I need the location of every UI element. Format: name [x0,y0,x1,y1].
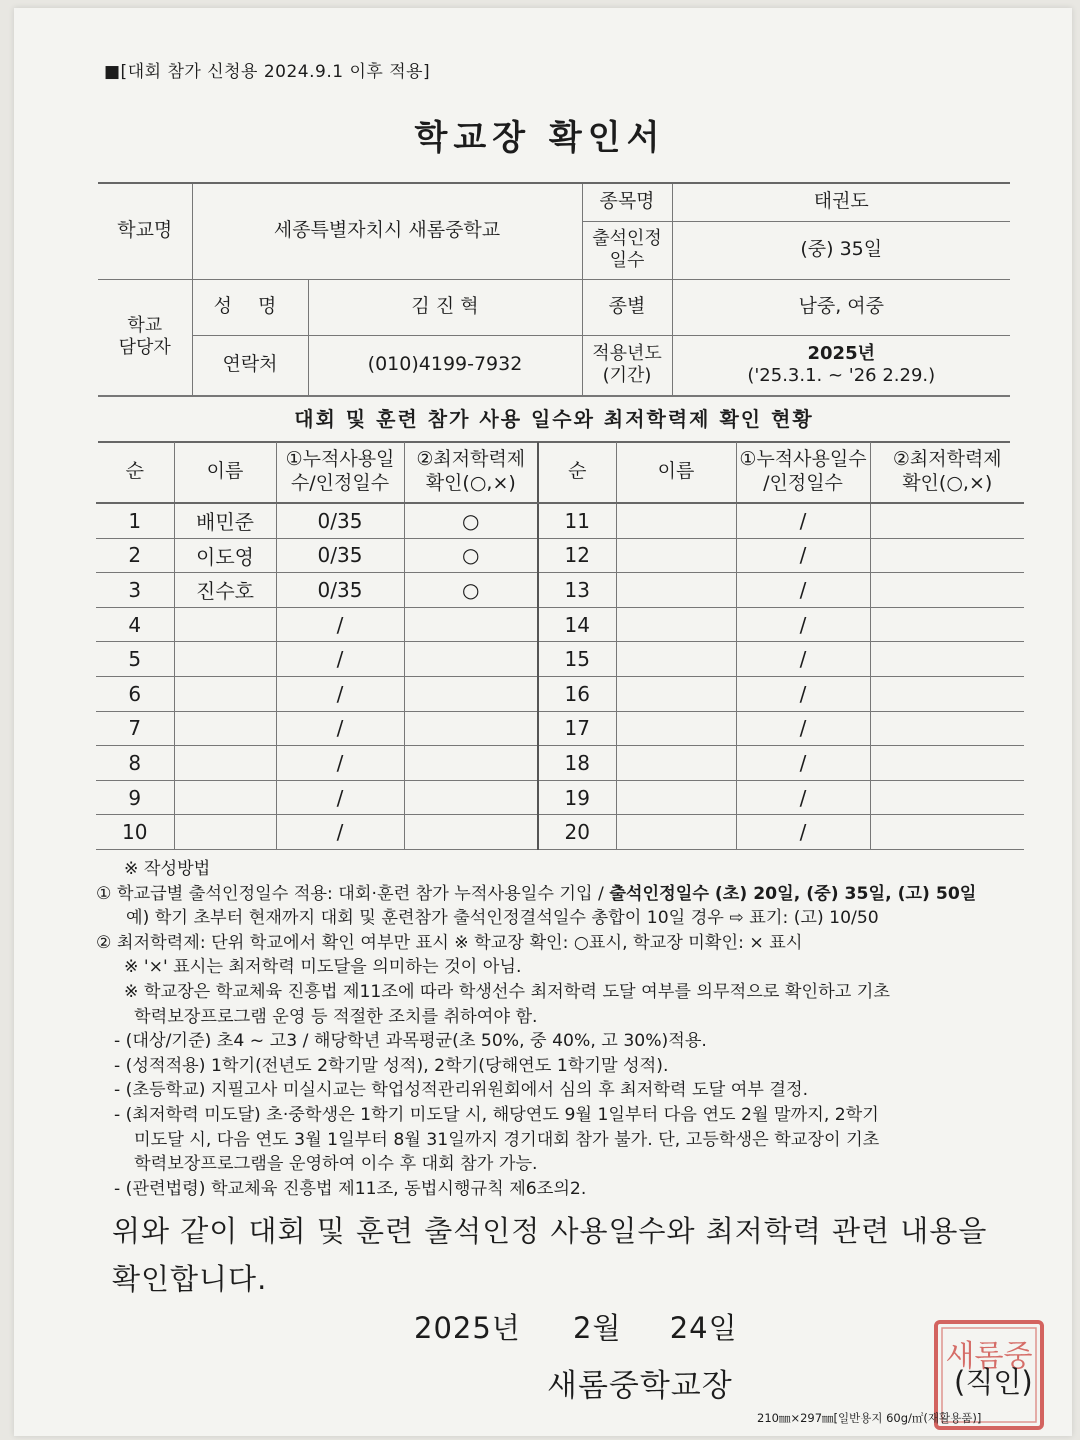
row-name-left [174,642,276,677]
table-row [96,642,1024,677]
row-academic-left: ○ [404,538,538,573]
issue-date [414,1306,738,1347]
header-academic-right: ②최저학력제 확인(○,×) [870,442,1024,503]
row-number-right: 18 [538,746,616,781]
instructions [96,857,1031,1201]
row-number-right: 14 [538,607,616,642]
header-name-left: 이름 [174,442,276,503]
row-academic-left [404,642,538,677]
note-1: ① 학교급별 출석인정일수 적용: 대회·훈련 참가 누적사용일수 기입 / 출석인정일수 (초) 20일, (중) 35일, (고) 50일 [96,883,977,904]
contact-label: 연락처 [192,335,308,395]
row-name-left: 이도영 [174,538,276,573]
note-2: ② 최저학력제: 단위 학교에서 확인 여부만 표시 ※ 학교장 확인: ○표시, 학교장 미확인: × 표시 [96,932,803,953]
row-number-left: 2 [96,538,174,573]
school-name-label: 학교명 [98,183,192,279]
period-label: 적용년도 (기간) [582,335,672,395]
row-academic-right [870,573,1024,608]
row-name-left [174,676,276,711]
seal-text: 새롬중 [945,1339,1033,1374]
row-academic-right [870,746,1024,781]
note-1-example: 예) 학기 초부터 현재까지 대회 및 훈련참가 출석인정결석일수 총합이 10일 경우 ⇨ 표기: (고) 10/50 [126,908,879,929]
manager-name-label: 성 명 [192,279,308,335]
manager-name-value: 김 진 혁 [308,279,582,335]
row-academic-right [870,815,1024,850]
row-name-right [616,503,736,538]
note-below-standard: - (최저학력 미도달) 초·중학생은 1학기 미도달 시, 해당연도 9월 1일부터 다음 연도 2월 말까지, 2학기 [114,1104,879,1125]
note-below-standard-cont-2: 학력보장프로그램을 운영하여 이수 후 대회 참가 가능. [134,1154,538,1175]
row-number-left: 7 [96,711,174,746]
row-name-right [616,676,736,711]
row-academic-left [404,676,538,711]
row-number-left: 6 [96,676,174,711]
row-academic-left: ○ [404,503,538,538]
table-row [96,676,1024,711]
row-name-left [174,607,276,642]
row-days-right: / [736,607,870,642]
sport-value: 태권도 [672,183,1010,221]
row-days-left: / [276,815,404,850]
header-days-left: ①누적사용일 수/인정일수 [276,442,404,503]
row-number-left: 5 [96,642,174,677]
note-target: - (대상/기준) 초4 ~ 고3 / 해당학년 과목평균(초 50%, 중 40%, 고 30%)적용. [114,1031,707,1052]
row-number-right: 12 [538,538,616,573]
row-academic-right [870,780,1024,815]
date-day: 24일 [669,1311,738,1345]
row-days-right: / [736,780,870,815]
header-academic-left: ②최저학력제 확인(○,×) [404,442,538,503]
row-days-right: / [736,642,870,677]
row-days-left: / [276,642,404,677]
table-row [96,746,1024,781]
row-name-right [616,780,736,815]
row-academic-left [404,711,538,746]
row-days-right: / [736,503,870,538]
note-2-a: ※ '×' 표시는 최저학력 미도달을 의미하는 것이 아님. [124,957,522,978]
row-academic-left [404,780,538,815]
row-days-left: 0/35 [276,538,404,573]
row-name-left [174,746,276,781]
row-days-left: / [276,607,404,642]
form-label: ■[대회 참가 신청용 2024.9.1 이후 적용] [104,62,431,82]
row-academic-right [870,676,1024,711]
row-name-left: 배민준 [174,503,276,538]
row-name-left: 진수호 [174,573,276,608]
confirmation-text: 위와 같이 대회 및 훈련 출석인정 사용일수와 최저학력 관련 내용을 확인합니다. [112,1214,988,1296]
row-number-right: 15 [538,642,616,677]
row-academic-right [870,538,1024,573]
row-name-right [616,573,736,608]
row-academic-left [404,607,538,642]
row-days-right: / [736,538,870,573]
row-number-right: 16 [538,676,616,711]
row-number-left: 8 [96,746,174,781]
contact-value: (010)4199-7932 [308,335,582,395]
row-days-right: / [736,573,870,608]
row-name-right [616,711,736,746]
category-label: 종별 [582,279,672,335]
row-number-right: 13 [538,573,616,608]
paper-spec: 210㎜×297㎜[일반용지 60g/㎡(재활용품)] [757,1411,982,1425]
seal-label: (직인) [954,1365,1033,1399]
row-name-right [616,642,736,677]
row-days-right: / [736,815,870,850]
row-academic-left [404,815,538,850]
note-elementary: - (초등학교) 지필고사 미실시교는 학업성적관리위원회에서 심의 후 최저학력 도달 여부 결정. [114,1080,809,1101]
school-name-value: 세종특별자치시 새롬중학교 [192,183,582,279]
table-row [96,780,1024,815]
table-row [96,711,1024,746]
date-year: 2025년 [414,1311,521,1345]
row-number-left: 10 [96,815,174,850]
document-title: 학교장 확인서 [414,118,666,158]
table-row [96,503,1024,538]
row-academic-left: ○ [404,573,538,608]
row-days-left: / [276,711,404,746]
table-row [96,607,1024,642]
row-days-left: / [276,676,404,711]
notes-heading: ※ 작성방법 [124,859,211,879]
row-number-right: 19 [538,780,616,815]
school-info-table [98,182,1010,396]
table-row [96,538,1024,573]
attendance-days-label: 출석인정 일수 [582,221,672,279]
row-number-left: 1 [96,503,174,538]
header-no-right: 순 [538,442,616,503]
attendance-days-value: (중) 35일 [672,221,1010,279]
section-title: 대회 및 훈련 참가 사용 일수와 최저학력제 확인 현황 [98,396,1010,443]
row-name-right [616,538,736,573]
row-number-left: 4 [96,607,174,642]
row-academic-right [870,503,1024,538]
row-days-left: / [276,746,404,781]
row-number-right: 17 [538,711,616,746]
sport-label: 종목명 [582,183,672,221]
date-month: 2월 [573,1311,622,1345]
school-manager-label: 학교 담당자 [98,279,192,395]
header-name-right: 이름 [616,442,736,503]
row-number-right: 20 [538,815,616,850]
usage-status-table [96,442,1024,850]
row-academic-right [870,642,1024,677]
row-days-right: / [736,746,870,781]
row-number-right: 11 [538,503,616,538]
note-2-b: ※ 학교장은 학교체육 진흥법 제11조에 따라 학생선수 최저학력 도달 여부를 의무적으로 확인하고 기초 [124,981,890,1002]
table-row [96,815,1024,850]
row-days-left: 0/35 [276,573,404,608]
category-value: 남중, 여중 [672,279,1010,335]
row-number-left: 9 [96,780,174,815]
table-row [96,573,1024,608]
row-academic-left [404,746,538,781]
note-related-law: - (관련법령) 학교체육 진흥법 제11조, 동법시행규칙 제6조의2. [114,1178,587,1199]
row-name-right [616,815,736,850]
period-value: 2025년 ('25.3.1. ~ '26 2.29.) [672,335,1010,395]
row-days-left: 0/35 [276,503,404,538]
row-name-right [616,607,736,642]
row-academic-right [870,607,1024,642]
principal-title: 새롬중학교장 [547,1368,733,1404]
header-no-left: 순 [96,442,174,503]
row-number-left: 3 [96,573,174,608]
row-name-left [174,815,276,850]
row-days-left: / [276,780,404,815]
row-name-left [174,711,276,746]
row-name-right [616,746,736,781]
row-days-right: / [736,676,870,711]
note-below-standard-cont-1: 미도달 시, 다음 연도 3월 1일부터 8월 31일까지 경기대회 참가 불가. 단, 고등학생은 학교장이 기초 [134,1129,880,1150]
row-name-left [174,780,276,815]
row-days-right: / [736,711,870,746]
row-academic-right [870,711,1024,746]
header-days-right: ①누적사용일수 /인정일수 [736,442,870,503]
note-2-b-cont: 학력보장프로그램 운영 등 적절한 조치를 취하여야 함. [134,1006,538,1027]
note-grade-apply: - (성적적용) 1학기(전년도 2학기말 성적), 2학기(당해연도 1학기말 성적). [114,1055,669,1076]
